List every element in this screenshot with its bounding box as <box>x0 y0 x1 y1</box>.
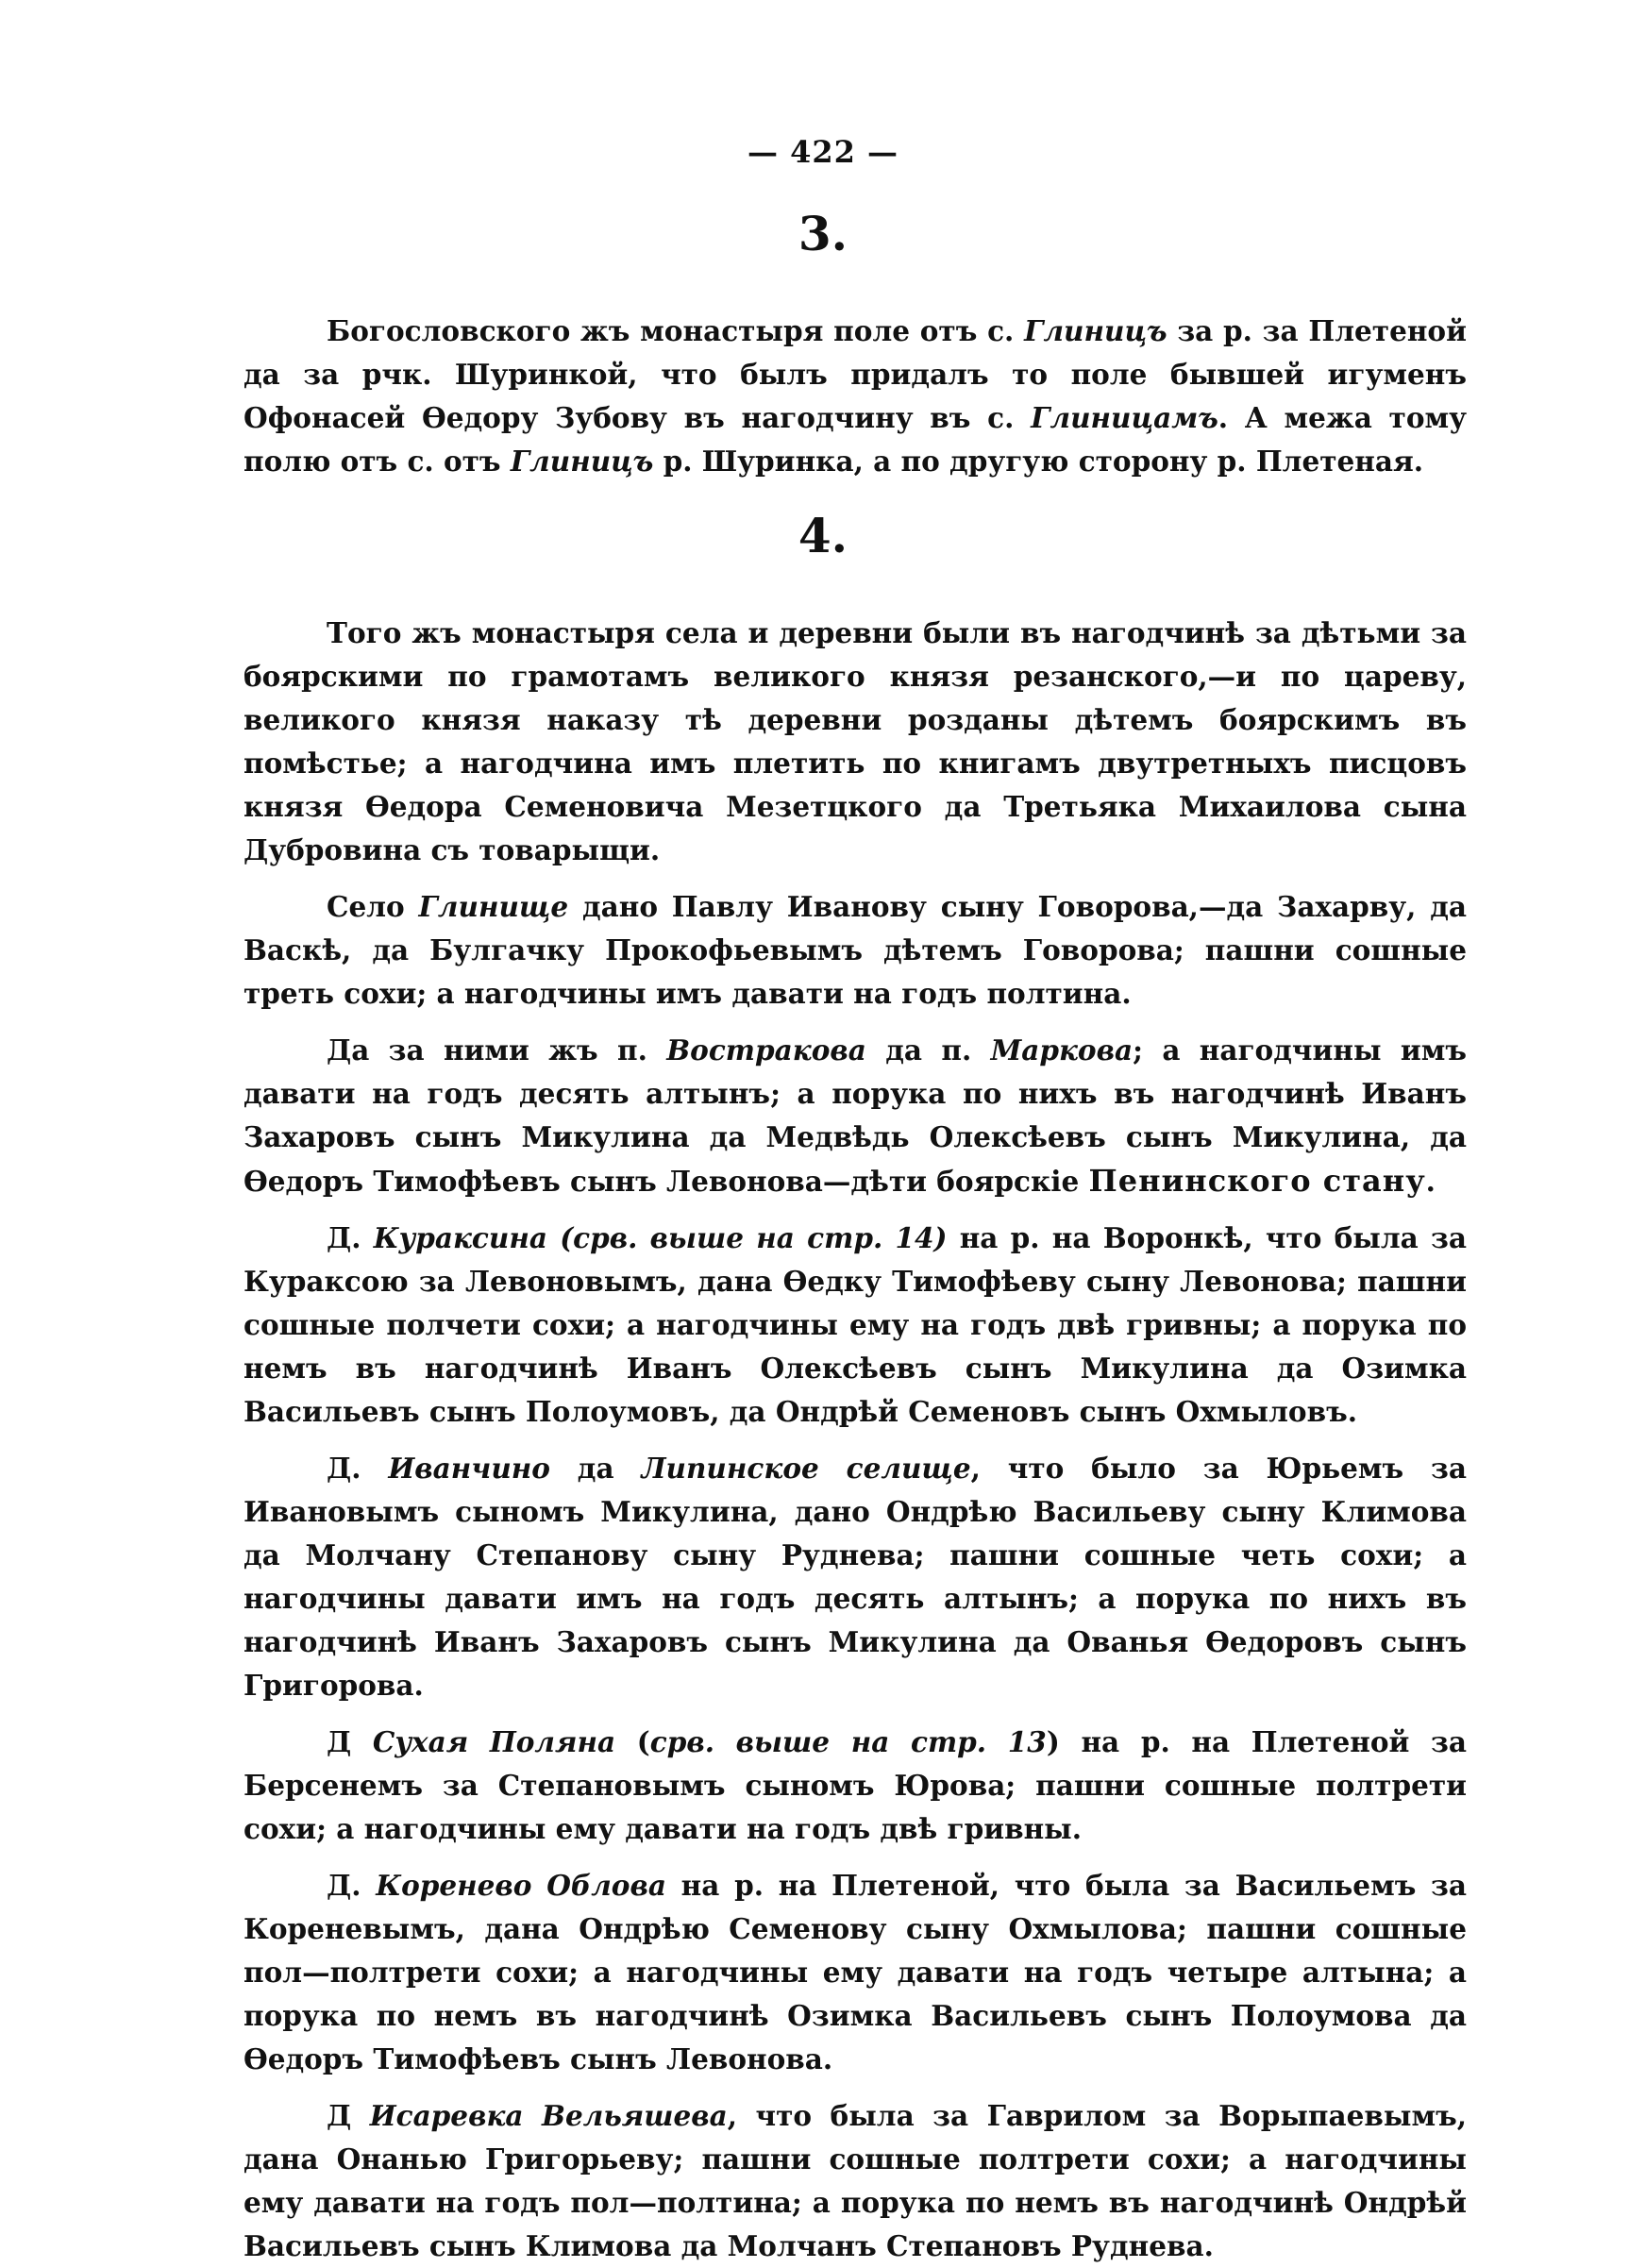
place-name: Глинище <box>418 890 569 923</box>
text-run: Богословского жъ монастыря поле отъ с. <box>327 314 1025 347</box>
place-name: Кураксина (срв. выше на стр. 14) <box>373 1221 948 1254</box>
text-run: ( <box>615 1725 650 1758</box>
text-run: дано Павлу Иванову сыну Говорова,—да Захарву, да Васкѣ, да Булгачку Прокофьевымъ дѣтемъ Говорова; пашни сошные треть сохи; а нагодчины имъ давати на годъ полтина. <box>244 890 1468 1010</box>
text-run: Д <box>327 1725 373 1758</box>
section-3-paragraph-1 <box>244 310 1467 483</box>
section-4-paragraph-3 <box>244 1029 1467 1203</box>
district-name: Пенинского стану <box>1088 1163 1426 1199</box>
text-run: . <box>1425 1165 1436 1198</box>
section-4-paragraph-2 <box>244 885 1467 1016</box>
text-run: Д <box>327 2099 370 2132</box>
page-number: — 422 — <box>747 134 899 170</box>
text-run: Село <box>327 890 419 923</box>
place-name: Исаревка Вельяшева <box>369 2099 728 2132</box>
text-run: Да за ними жъ п. <box>327 1033 667 1067</box>
text-run: . А межа тому полю отъ с. отъ <box>244 401 1467 478</box>
place-name: Кореневo Облова <box>376 1869 666 1902</box>
text-run: Д. <box>327 1452 389 1485</box>
place-name: Глиницъ <box>510 445 654 478</box>
place-name: Глиницамъ <box>1031 401 1218 434</box>
section-4-paragraph-7 <box>244 1864 1467 2081</box>
text-run: на р. на Воронкѣ, что была за Кураксою за Левоновымъ, дана Ѳедку Тимофѣеву сыну Левонова; пашни сошные полчети сохи; а нагодчины ему на годъ двѣ гривны; а порука по немъ въ нагодчинѣ Иванъ Олексѣевъ сынъ Микулина да Озимка Васильевъ сынъ Полоумовъ, да Ондрѣй Семеновъ сынъ Охмыловъ. <box>244 1221 1467 1428</box>
text-run: да п. <box>865 1033 991 1067</box>
place-name: Маркова <box>990 1033 1134 1067</box>
cross-reference: срв. выше на стр. 13 <box>649 1725 1047 1758</box>
text-run: за р. за Плетеной да за рчк. Шуринкой, что былъ придалъ то поле бывшей игуменъ Офонасей Ѳедору Зубову въ нагодчину въ с. <box>244 314 1467 434</box>
section-4-paragraph-5 <box>244 1447 1467 1707</box>
section-4-paragraph-4 <box>244 1217 1467 1434</box>
section-4-paragraph-1 <box>244 612 1467 872</box>
section-3-body <box>244 310 1467 483</box>
section-4-paragraph-6 <box>244 1721 1467 1851</box>
place-name: Иванчино <box>388 1452 550 1485</box>
place-name: Востракова <box>666 1033 866 1067</box>
text-run: Д. <box>327 1869 377 1902</box>
section-4-body <box>244 612 1467 2268</box>
text-run: на р. на Плетеной, что была за Васильемъ за Кореневымъ, дана Ондрѣю Семенову сыну Охмылова; пашни сошные пол—полтрети сохи; а нагодчины ему давати на годъ четыре алтына; а порука по немъ въ нагодчинѣ Озимка Васильевъ сынъ Полоумова да Ѳедоръ Тимофѣевъ сынъ Левонова. <box>244 1869 1467 2075</box>
text-run: ) на р. на Плетеной за Берсенемъ за Степановымъ сыномъ Юрова; пашни сошные полтрети сохи; а нагодчины ему давати на годъ двѣ гривны. <box>244 1725 1467 1845</box>
section-4-paragraph-8 <box>244 2094 1467 2268</box>
place-name: Липинское селище <box>641 1452 971 1485</box>
text-run: ; а нагодчины имъ давати на годъ десять алтынъ; а порука по нихъ въ нагодчинѣ Иванъ Захаровъ сынъ Микулина да Медвѣдь Олексѣевъ сынъ Микулина, да Ѳедоръ Тимофѣевъ сынъ Левонова—дѣти боярскіе <box>244 1033 1467 1198</box>
text-run: Д. <box>327 1221 374 1254</box>
section-4-heading: 4. <box>798 508 848 563</box>
section-3-heading: 3. <box>798 206 848 261</box>
place-name: Сухая Поляна <box>372 1725 616 1758</box>
place-name: Глиницъ <box>1024 314 1167 347</box>
text-run: Того жъ монастыря села и деревни были въ нагодчинѣ за дѣтьми за боярскими по грамотамъ великого князя резанского,—и по цареву, великого князя наказу тѣ деревни розданы дѣтемъ боярскимъ въ помѣстье; а нагодчина имъ плетить по книгамъ двутретныхъ писцовъ князя Ѳедора Семеновича Мезетцкого да Третьяка Михаилова сына Дубровина съ товарыщи. <box>244 616 1467 866</box>
text-run: , что было за Юрьемъ за Ивановымъ сыномъ Микулина, дано Ондрѣю Васильеву сыну Климова да Молчану Степанову сыну Руднева; пашни сошные четь сохи; а нагодчины давати имъ на годъ десять алтынъ; а порука по нихъ въ нагодчинѣ Иванъ Захаровъ сынъ Микулина да Ованья Ѳедоровъ сынъ Григорова. <box>244 1452 1467 1702</box>
text-run: да <box>549 1452 642 1485</box>
text-run: р. Шуринка, а по другую сторону р. Плетеная. <box>653 445 1424 478</box>
text-run: , что была за Гаврилом за Ворыпаевымъ, дана Онанью Григорьеву; пашни сошные полтрети сохи; а нагодчины ему давати на годъ пол—полтина; а порука по немъ въ нагодчинѣ Ондрѣй Васильевъ сынъ Климова да Молчанъ Степановъ Руднева. <box>244 2099 1467 2262</box>
